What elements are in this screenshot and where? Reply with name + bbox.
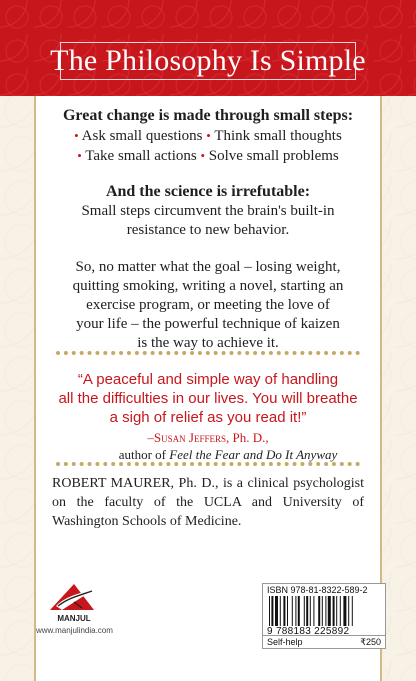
quote-line: all the difficulties in our lives. You will breathe [58,390,358,407]
page-title: The Philosophy Is Simple [50,44,366,77]
steps-heading: Great change is made through small steps: [62,107,354,124]
bullet-icon: • [200,148,206,163]
quote-line: a sigh of relief as you read it!” [109,409,307,426]
science-heading: And the science is irrefutable: [105,183,311,200]
author-bio: ROBERT MAURER, Ph. D., is a clinical psychologist on the faculty of the UCLA and University of Washington Schools of Medicine. [52,476,364,529]
barcode-box [262,583,386,649]
steps-row-2 [34,146,382,166]
barcode-stripe [322,596,323,626]
barcode-stripe [352,596,353,626]
goal-line: is the way to achieve it. [137,335,279,351]
barcode-stripe [304,596,305,626]
quote-dash: – [147,430,154,445]
goal-line: quitting smoking, writing a novel, starting an [72,278,344,294]
barcode-stripe [318,596,320,626]
quote-book [54,446,402,463]
bullet-icon: • [206,128,211,143]
step-item: Think small thoughts [214,128,342,144]
barcode-footer [263,635,385,648]
barcode-stripe [298,596,300,626]
quote-book-prefix: author of [118,447,170,462]
header-banner [0,0,416,96]
isbn-text: ISBN 978-81-8322-589-2 [267,585,368,595]
barcode-stripe [295,596,296,626]
quote-author-name: Susan Jeffers [153,430,226,445]
barcode-stripe [336,596,337,626]
quote-author [34,429,382,446]
quote-author-suffix: , Ph. D., [225,430,269,445]
goal-line: So, no matter what the goal – losing weight, [75,259,341,275]
bullet-icon: • [74,128,79,143]
barcode-stripe [310,596,311,626]
barcode-stripe [283,596,285,626]
price-label: ₹250 [360,637,381,647]
barcode-stripe [340,596,341,626]
bird-logo-icon [44,580,104,616]
step-item: Take small actions [85,148,197,164]
step-item: Ask small questions [81,128,203,144]
divider-top [56,351,360,355]
science-line: resistance to new behavior. [126,222,290,238]
quote-line: “A peaceful and simple way of handling [77,371,339,388]
barcode-stripe [333,596,335,626]
barcode-stripe [292,596,293,626]
barcode-stripe [269,596,270,626]
barcode-stripe [313,596,314,626]
barcode-stripe [287,596,288,626]
goal-line: exercise program, or meeting the love of [86,297,330,313]
divider-bottom [56,462,360,466]
bullet-icon: • [77,148,82,163]
step-item: Solve small problems [208,148,339,164]
category-label: Self-help [267,637,303,647]
barcode-stripe [343,596,346,626]
barcode-stripe [275,596,278,626]
barcode-icon [269,596,381,626]
quote-book-title: Feel the Fear and Do It Anyway [169,447,338,462]
steps-row-1 [34,126,382,146]
publisher-website[interactable]: www.manjulindia.com [36,626,113,635]
goal-line: your life – the powerful technique of kaizen [76,316,340,332]
barcode-stripe [271,596,273,626]
barcode-stripe [328,596,331,626]
barcode-stripe [325,596,326,626]
publisher-name: MANJUL [57,614,91,623]
barcode-stripe [280,596,281,626]
barcode-digits: 9 788183 225892 [267,626,350,637]
barcode-stripe [306,596,308,626]
science-line: Small steps circumvent the brain's built-in [81,203,335,219]
barcode-stripe [348,596,349,626]
